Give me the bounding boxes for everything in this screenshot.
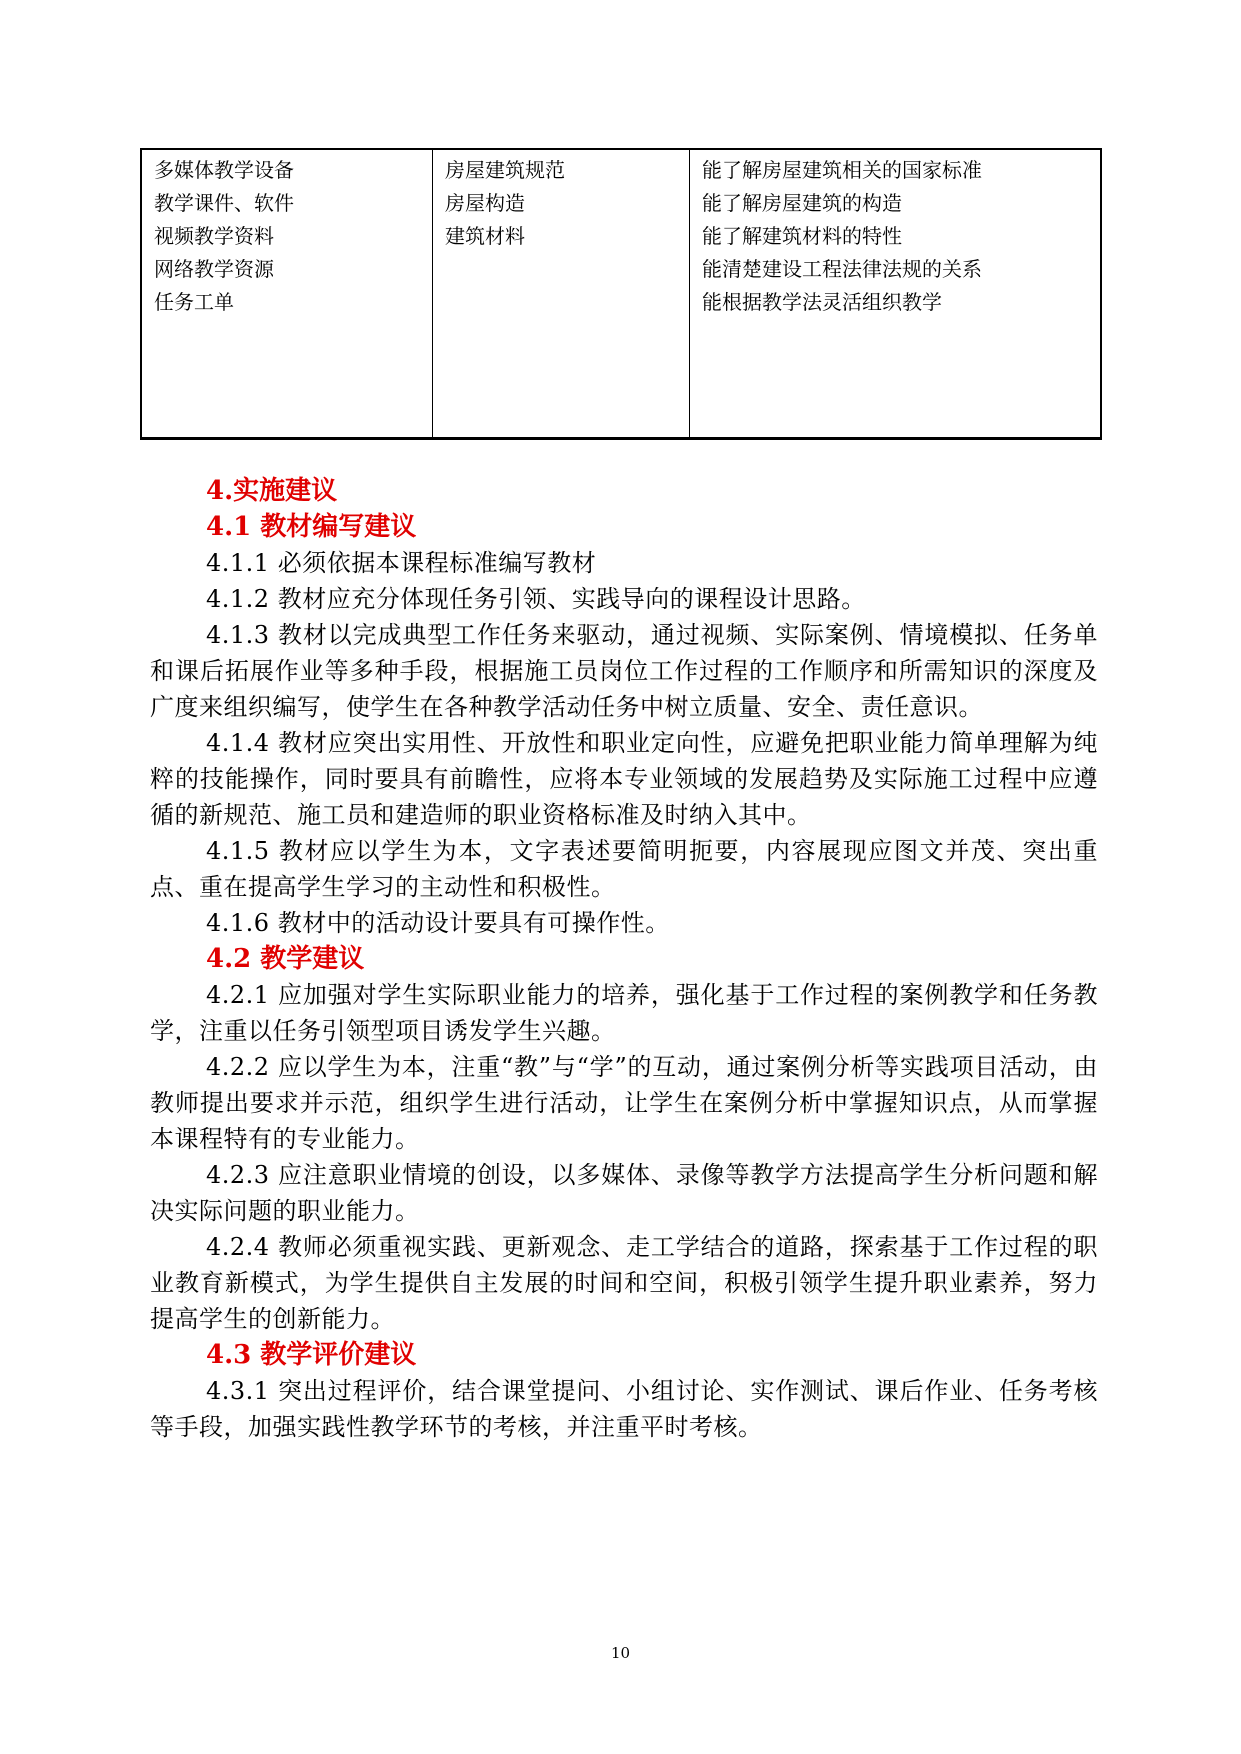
subsection-heading: 4.1 教材编写建议 — [206, 512, 417, 542]
table-cell: 房屋构造 — [445, 191, 525, 215]
paragraph: 4.1.5 教材应以学生为本，文字表述要简明扼要，内容展现应图文并茂、突出重点、重在提高学生学习的主动性和积极性。 — [150, 837, 1098, 901]
table-cell: 教学课件、软件 — [154, 191, 294, 215]
section-heading: 4.实施建议 — [206, 476, 338, 506]
table-cell: 能了解建筑材料的特性 — [702, 224, 902, 248]
paragraph: 4.1.1 必须依据本课程标准编写教材 — [206, 549, 597, 577]
table-cell: 能了解房屋建筑的构造 — [702, 191, 902, 215]
subsection-heading: 4.2 教学建议 — [206, 944, 365, 974]
table-cell: 能清楚建设工程法律法规的关系 — [702, 257, 982, 281]
paragraph: 4.2.3 应注意职业情境的创设，以多媒体、录像等教学方法提高学生分析问题和解决实际问题的职业能力。 — [150, 1161, 1098, 1225]
paragraph: 4.3.1 突出过程评价，结合课堂提问、小组讨论、实作测试、课后作业、任务考核等手段，加强实践性教学环节的考核，并注重平时考核。 — [150, 1377, 1098, 1441]
paragraph: 4.2.4 教师必须重视实践、更新观念、走工学结合的道路，探索基于工作过程的职业教育新模式，为学生提供自主发展的时间和空间，积极引领学生提升职业素养，努力提高学生的创新能力。 — [150, 1233, 1098, 1333]
paragraph: 4.1.3 教材以完成典型工作任务来驱动，通过视频、实际案例、情境模拟、任务单和课后拓展作业等多种手段，根据施工员岗位工作过程的工作顺序和所需知识的深度及广度来组织编写，使学生在各种教学活动任务中树立质量、安全、责任意识。 — [150, 621, 1098, 721]
paragraph: 4.1.4 教材应突出实用性、开放性和职业定向性，应避免把职业能力简单理解为纯粹的技能操作，同时要具有前瞻性，应将本专业领域的发展趋势及实际施工过程中应遵循的新规范、施工员和建造师的职业资格标准及时纳入其中。 — [150, 729, 1098, 829]
paragraph: 4.1.6 教材中的活动设计要具有可操作性。 — [206, 909, 670, 937]
table-cell: 能了解房屋建筑相关的国家标准 — [702, 158, 982, 182]
table-cell: 任务工单 — [154, 290, 234, 314]
table-cell: 网络教学资源 — [154, 257, 274, 281]
table-cell: 多媒体教学设备 — [154, 158, 294, 182]
table-cell: 建筑材料 — [445, 224, 525, 248]
document-body — [150, 473, 1098, 1445]
page-number: 10 — [610, 1644, 631, 1662]
subsection-heading: 4.3 教学评价建议 — [206, 1340, 417, 1370]
paragraph: 4.1.2 教材应充分体现任务引领、实践导向的课程设计思路。 — [206, 585, 866, 613]
table-column-abilities — [690, 150, 1100, 437]
resource-table — [140, 148, 1102, 440]
table-cell: 能根据教学法灵活组织教学 — [702, 290, 942, 314]
paragraph: 4.2.2 应以学生为本，注重“教”与“学”的互动，通过案例分析等实践项目活动，由教师提出要求并示范，组织学生进行活动，让学生在案例分析中掌握知识点，从而掌握本课程特有的专业能力。 — [150, 1053, 1098, 1153]
table-column-resources — [142, 150, 433, 437]
paragraph: 4.2.1 应加强对学生实际职业能力的培养，强化基于工作过程的案例教学和任务教学，注重以任务引领型项目诱发学生兴趣。 — [150, 981, 1098, 1045]
table-column-knowledge — [433, 150, 690, 437]
table-cell: 房屋建筑规范 — [445, 158, 565, 182]
table-cell: 视频教学资料 — [154, 224, 274, 248]
